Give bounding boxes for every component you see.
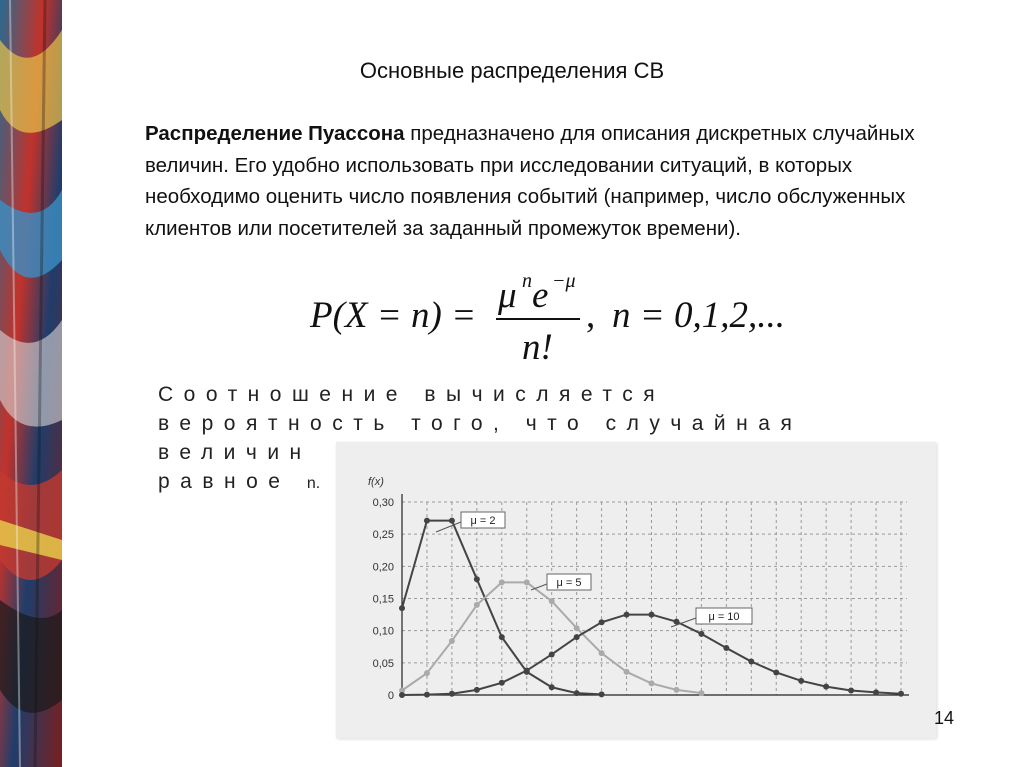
y-tick-label: 0,15 [372, 593, 394, 606]
data-point [424, 692, 430, 698]
data-point [524, 579, 530, 585]
data-point [424, 670, 430, 676]
intro-paragraph [145, 118, 945, 244]
data-point [649, 612, 655, 618]
intro-bold-term: Распределение Пуассона [145, 122, 405, 145]
data-point [449, 691, 455, 697]
formula-lhs: P(X = n) = [310, 295, 477, 336]
data-point [673, 687, 679, 693]
data-point [599, 619, 605, 625]
formula-n-exponent: n [522, 270, 532, 292]
data-point [574, 625, 580, 631]
data-point [873, 689, 879, 695]
data-point [748, 659, 754, 665]
data-point [723, 645, 729, 651]
data-point [898, 691, 904, 697]
y-tick-label: 0,30 [372, 497, 394, 509]
legend-label: μ = 10 [708, 611, 740, 623]
note-line-2: вероятность того, что случайная [158, 412, 803, 435]
data-point [499, 579, 505, 585]
data-point [549, 651, 555, 657]
note-variable-n: n. [306, 475, 321, 492]
data-point [848, 687, 854, 693]
data-point [599, 650, 605, 656]
data-point [474, 576, 480, 582]
formula-e: e [532, 275, 549, 316]
note-line-1: Соотношение вычисляется [158, 383, 666, 406]
chart-panel [336, 442, 936, 738]
y-tick-label: 0 [387, 690, 394, 702]
data-point [624, 612, 630, 618]
formula-neg-mu-exponent: −μ [552, 270, 576, 292]
data-point [798, 678, 804, 684]
data-point [599, 691, 605, 697]
formula-comma: , [586, 295, 596, 336]
legend-label: μ = 5 [556, 577, 582, 589]
data-point [499, 680, 505, 686]
intro-text: предназначено для описания дискретных случайных величин. Его удобно использовать при исследовании ситуаций, в которых необходимо оценить число появления событий (например, число обслуженных клиентов или посетителей за заданный промежуток времени). [145, 122, 915, 240]
data-point [773, 669, 779, 675]
formula-fraction-bar [496, 318, 580, 320]
decorative-side-art [0, 0, 62, 767]
data-point [499, 634, 505, 640]
data-point [399, 692, 405, 698]
data-point [698, 690, 704, 696]
legend-leader [436, 522, 461, 532]
data-point [549, 598, 555, 604]
data-point [474, 602, 480, 608]
data-point [449, 518, 455, 524]
note-line-3: величин [158, 441, 312, 464]
y-tick-label: 0,05 [372, 657, 394, 670]
note-line-4-text: равное [158, 470, 307, 493]
formula-mu: μ [498, 275, 517, 316]
data-point [823, 684, 829, 690]
data-point [574, 634, 580, 640]
data-point [698, 631, 704, 637]
data-point [624, 669, 630, 675]
chart-y-axis-label: f(x) [368, 476, 384, 488]
formula-domain: n = 0,1,2,... [612, 295, 785, 336]
poisson-formula [310, 270, 790, 370]
legend-label: μ = 2 [470, 515, 496, 527]
poisson-chart [336, 442, 936, 738]
y-tick-label: 0,25 [372, 529, 394, 542]
y-tick-label: 0,20 [372, 561, 394, 574]
data-point [449, 638, 455, 644]
page-number: 14 [934, 708, 955, 728]
slide-title: Основные распределения СВ [359, 58, 665, 83]
data-point [549, 684, 555, 690]
data-point [424, 518, 430, 524]
data-point [574, 690, 580, 696]
data-point [399, 605, 405, 611]
data-point [524, 668, 530, 674]
data-point [649, 680, 655, 686]
formula-denominator: n! [522, 327, 553, 368]
y-tick-label: 0,10 [372, 625, 394, 638]
data-point [474, 687, 480, 693]
